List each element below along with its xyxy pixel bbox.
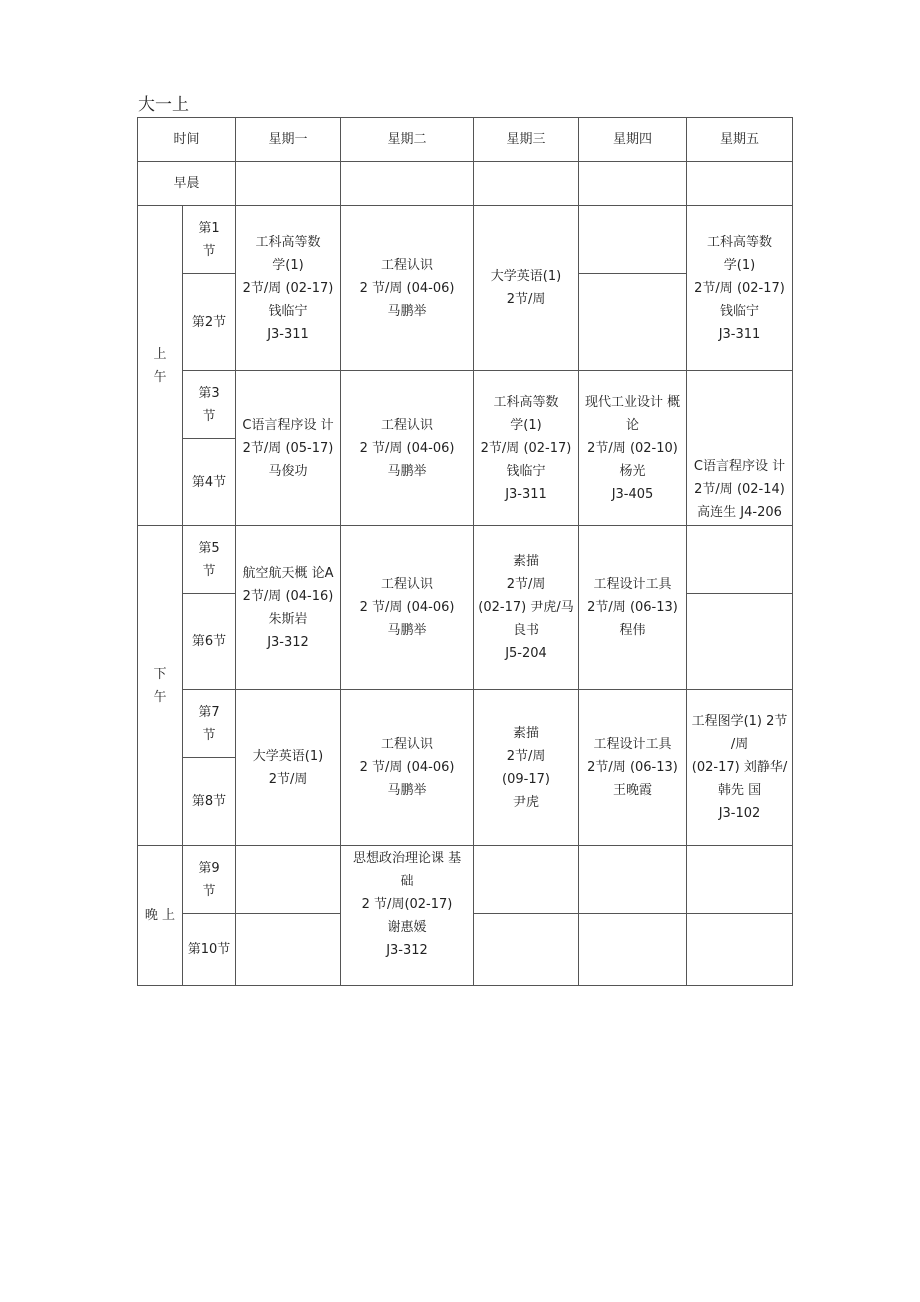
section-row [138,206,793,274]
cell-line: 马鹏举 [387,783,427,798]
header-time: 时间 [138,118,236,162]
course-cell [341,690,474,846]
empty-cell [687,594,793,690]
cell-line: 第3 [198,385,220,401]
cell-line: 工程认识 [381,417,434,433]
empty-cell [236,162,341,206]
cell-line: 节 [202,727,216,743]
empty-cell [236,914,341,986]
course-cell [236,690,341,846]
cell-line: 高连生 J4-206 [697,505,782,520]
cell-line: 2 节/周 (04-06) [359,600,455,615]
period-eve [138,846,183,986]
empty-cell [687,526,793,594]
cell-line: 现代工业设计 概 [584,394,681,410]
course-cell [341,846,474,986]
cell-line: J3-102 [718,806,761,821]
section-5 [183,526,236,594]
cell-line: 节 [202,408,216,424]
section-row [138,690,793,758]
section-9 [183,846,236,914]
section-1 [183,206,236,274]
course-cell [341,526,474,690]
section-10 [183,914,236,986]
cell-line: 第7 [198,704,220,720]
cell-line: 2 节/周 (04-06) [359,280,455,296]
cell-line: 第8节 [191,794,227,809]
empty-cell [341,162,474,206]
empty-cell [579,846,687,914]
cell-line: 钱临宁 [268,303,308,319]
cell-line: 2节/周 [506,748,546,764]
cell-line: 2节/周 (02-17) [242,280,334,296]
cell-line: 朱斯岩 [268,611,308,627]
period-pm [138,526,183,846]
cell-line: 2节/周 [268,771,308,787]
course-cell [474,371,579,526]
cell-line: 2节/周 (06-13) [587,600,678,615]
cell-line: J5-204 [505,646,547,661]
cell-line: 工程认识 [381,257,434,273]
cell-line: J3-311 [718,326,761,342]
empty-cell [579,206,687,274]
course-cell [579,371,687,526]
cell-line: 良书 [513,623,540,638]
cell-line: 素描 [513,554,540,569]
cell-line: 2节/周 [506,577,546,592]
empty-cell [474,846,579,914]
cell-line: 大学英语(1) [252,748,324,764]
morning-row [138,162,793,206]
cell-line: 第2节 [191,314,227,330]
cell-line: 下 [153,666,167,682]
header-day-mon: 星期一 [236,118,341,162]
cell-line: 工程认识 [381,577,434,592]
course-cell [341,371,474,526]
empty-cell [687,914,793,986]
cell-line: J3-311 [267,326,309,342]
cell-line: J3-312 [386,943,428,958]
cell-line: 马鹏举 [387,463,427,479]
cell-line: 思想政治理论课 基 [352,851,462,866]
cell-line: 节 [202,243,216,259]
empty-cell [236,846,341,914]
cell-line: /周 [730,737,749,752]
cell-line: 晚 上 [144,908,176,923]
cell-line: 工程设计工具 [593,737,672,752]
cell-line: C语言程序设 计 [242,417,334,433]
period-am [138,206,183,526]
cell-line: 2节/周 (02-17) [480,440,572,456]
section-8 [183,758,236,846]
empty-cell [579,274,687,371]
header-day-tue: 星期二 [341,118,474,162]
cell-line: 第5 [198,540,220,556]
cell-line: 工程设计工具 [593,577,672,592]
cell-line: 学(1) [272,257,304,273]
cell-line: 大学英语(1) [490,269,562,284]
cell-line: 钱临宁 [506,463,546,479]
cell-line: 上 [153,346,167,362]
page-title: 大一上 [138,95,189,115]
cell-line: 午 [153,369,167,385]
header-row [138,118,793,162]
cell-line: 工程认识 [381,737,434,752]
course-cell [236,206,341,371]
course-cell [474,206,579,371]
cell-line: 马鹏举 [387,303,427,319]
cell-line: 2节/周 (02-14) [694,482,785,497]
section-7 [183,690,236,758]
cell-line: 韩先 国 [717,783,762,798]
cell-line: 工程图学(1) 2节 [691,714,788,729]
course-cell [474,526,579,690]
cell-line: 2 节/周 (04-06) [359,760,455,775]
cell-line: 学(1) [510,417,542,433]
course-cell [341,206,474,371]
course-cell [236,371,341,526]
cell-line: 钱临宁 [720,303,760,319]
course-cell [687,206,793,371]
cell-line: 午 [153,689,167,705]
cell-line: 学(1) [723,257,756,273]
section-4 [183,439,236,526]
cell-line: 第6节 [191,634,227,649]
cell-line: (02-17) 尹虎/马 [478,600,574,615]
timetable [137,117,793,986]
cell-line: 第4节 [191,474,227,490]
cell-line: J3-405 [611,486,654,502]
cell-line: 2 节/周(02-17) [361,897,453,912]
cell-line: 谢惠媛 [387,920,427,935]
cell-line: 2节/周 (04-16) [242,588,334,604]
cell-line: 2节/周 (02-10) [587,440,678,456]
empty-cell [687,846,793,914]
cell-line: 航空航天概 论A [242,565,334,581]
cell-line: 论 [626,417,640,433]
section-row [138,371,793,439]
cell-line: 节 [202,563,216,579]
empty-cell [579,162,687,206]
cell-line: 2节/周 (05-17) [242,440,334,456]
cell-line: 2节/周 (02-17) [694,280,785,296]
header-day-thu: 星期四 [579,118,687,162]
empty-cell [474,914,579,986]
cell-line: 马鹏举 [387,623,427,638]
header-day-fri: 星期五 [687,118,793,162]
cell-line: 节 [202,883,216,899]
cell-line: C语言程序设 计 [693,459,786,474]
header-day-wed: 星期三 [474,118,579,162]
cell-line: 2 节/周 (04-06) [359,440,455,456]
cell-line: 马俊功 [268,463,308,479]
empty-cell [474,162,579,206]
section-row [138,526,793,594]
cell-line: 2节/周 [506,292,546,307]
course-cell [687,371,793,526]
course-cell [579,690,687,846]
cell-line: 尹虎 [513,794,540,810]
morning-label: 早晨 [138,162,236,206]
cell-line: 础 [400,874,414,889]
course-cell [687,690,793,846]
section-3 [183,371,236,439]
cell-line: 王晚霞 [613,783,653,798]
section-6 [183,594,236,690]
cell-line: (02-17) 刘静华/ [691,760,788,775]
cell-line: J3-312 [267,634,309,650]
cell-line: 工科高等数 [707,234,773,250]
course-cell [579,526,687,690]
cell-line: 工科高等数 [255,234,321,250]
cell-line: 第1 [198,220,220,236]
cell-line: 第10节 [187,942,231,957]
cell-line: 素描 [513,725,540,741]
cell-line: (09-17) [502,771,550,787]
course-cell [236,526,341,690]
section-row [138,846,793,914]
cell-line: 程伟 [619,623,646,638]
cell-line: 2节/周 (06-13) [587,760,678,775]
cell-line: 杨光 [619,463,646,479]
section-2 [183,274,236,371]
empty-cell [687,162,793,206]
cell-line: J3-311 [505,486,547,502]
empty-cell [579,914,687,986]
cell-line: 第9 [198,860,220,876]
course-cell [474,690,579,846]
cell-line: 工科高等数 [493,394,559,410]
